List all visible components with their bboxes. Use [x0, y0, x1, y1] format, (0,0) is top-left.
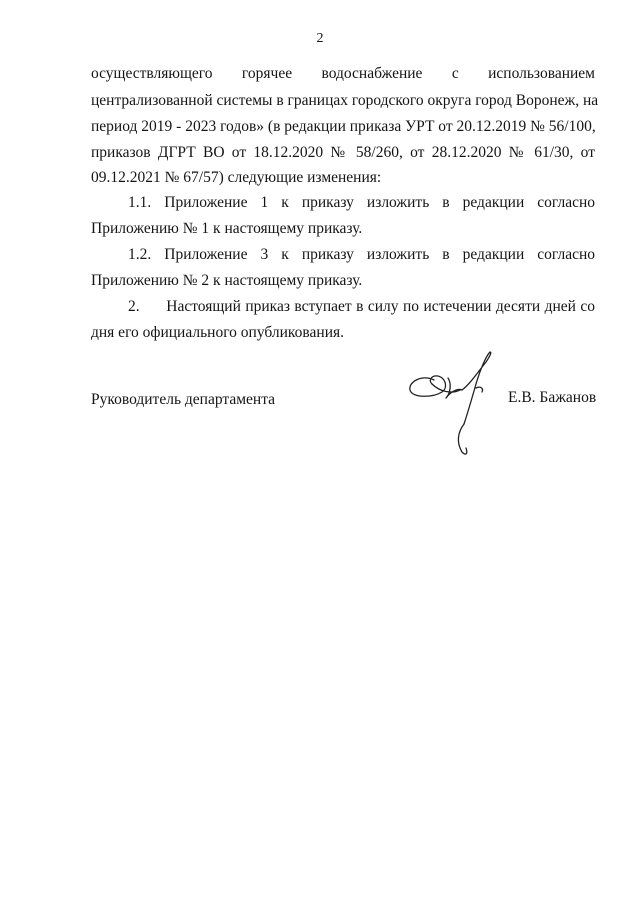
text-line: осуществляющего горячее водоснабжение с использованием [91, 65, 595, 82]
list-item-2-line: 2. Настоящий приказ вступает в силу по истечении десяти дней со [128, 298, 595, 315]
page-number: 2 [316, 31, 324, 46]
list-item-1-2-line: 1.2. Приложение 3 к приказу изложить в редакции согласно [128, 246, 595, 263]
list-item-1-1-line: Приложению № 1 к настоящему приказу. [91, 220, 363, 237]
signer-name: Е.В. Бажанов [508, 389, 597, 406]
list-item-1-1-line: 1.1. Приложение 1 к приказу изложить в редакции согласно [128, 194, 595, 211]
text-line: централизованной системы в границах городского округа город Воронеж, на [91, 92, 599, 109]
text-line: период 2019 - 2023 годов» (в редакции приказа УРТ от 20.12.2019 № 56/100, [91, 118, 596, 135]
list-item-2-line: дня его официального опубликования. [91, 324, 345, 341]
text-line: приказов ДГРТ ВО от 18.12.2020 № 58/260, от 28.12.2020 № 61/30, от [91, 144, 595, 161]
handwritten-signature [402, 348, 512, 460]
text-line: 09.12.2021 № 67/57) следующие изменения: [91, 169, 382, 186]
list-item-1-2-line: Приложению № 2 к настоящему приказу. [91, 272, 363, 289]
position-title: Руководитель департамента [91, 391, 276, 408]
